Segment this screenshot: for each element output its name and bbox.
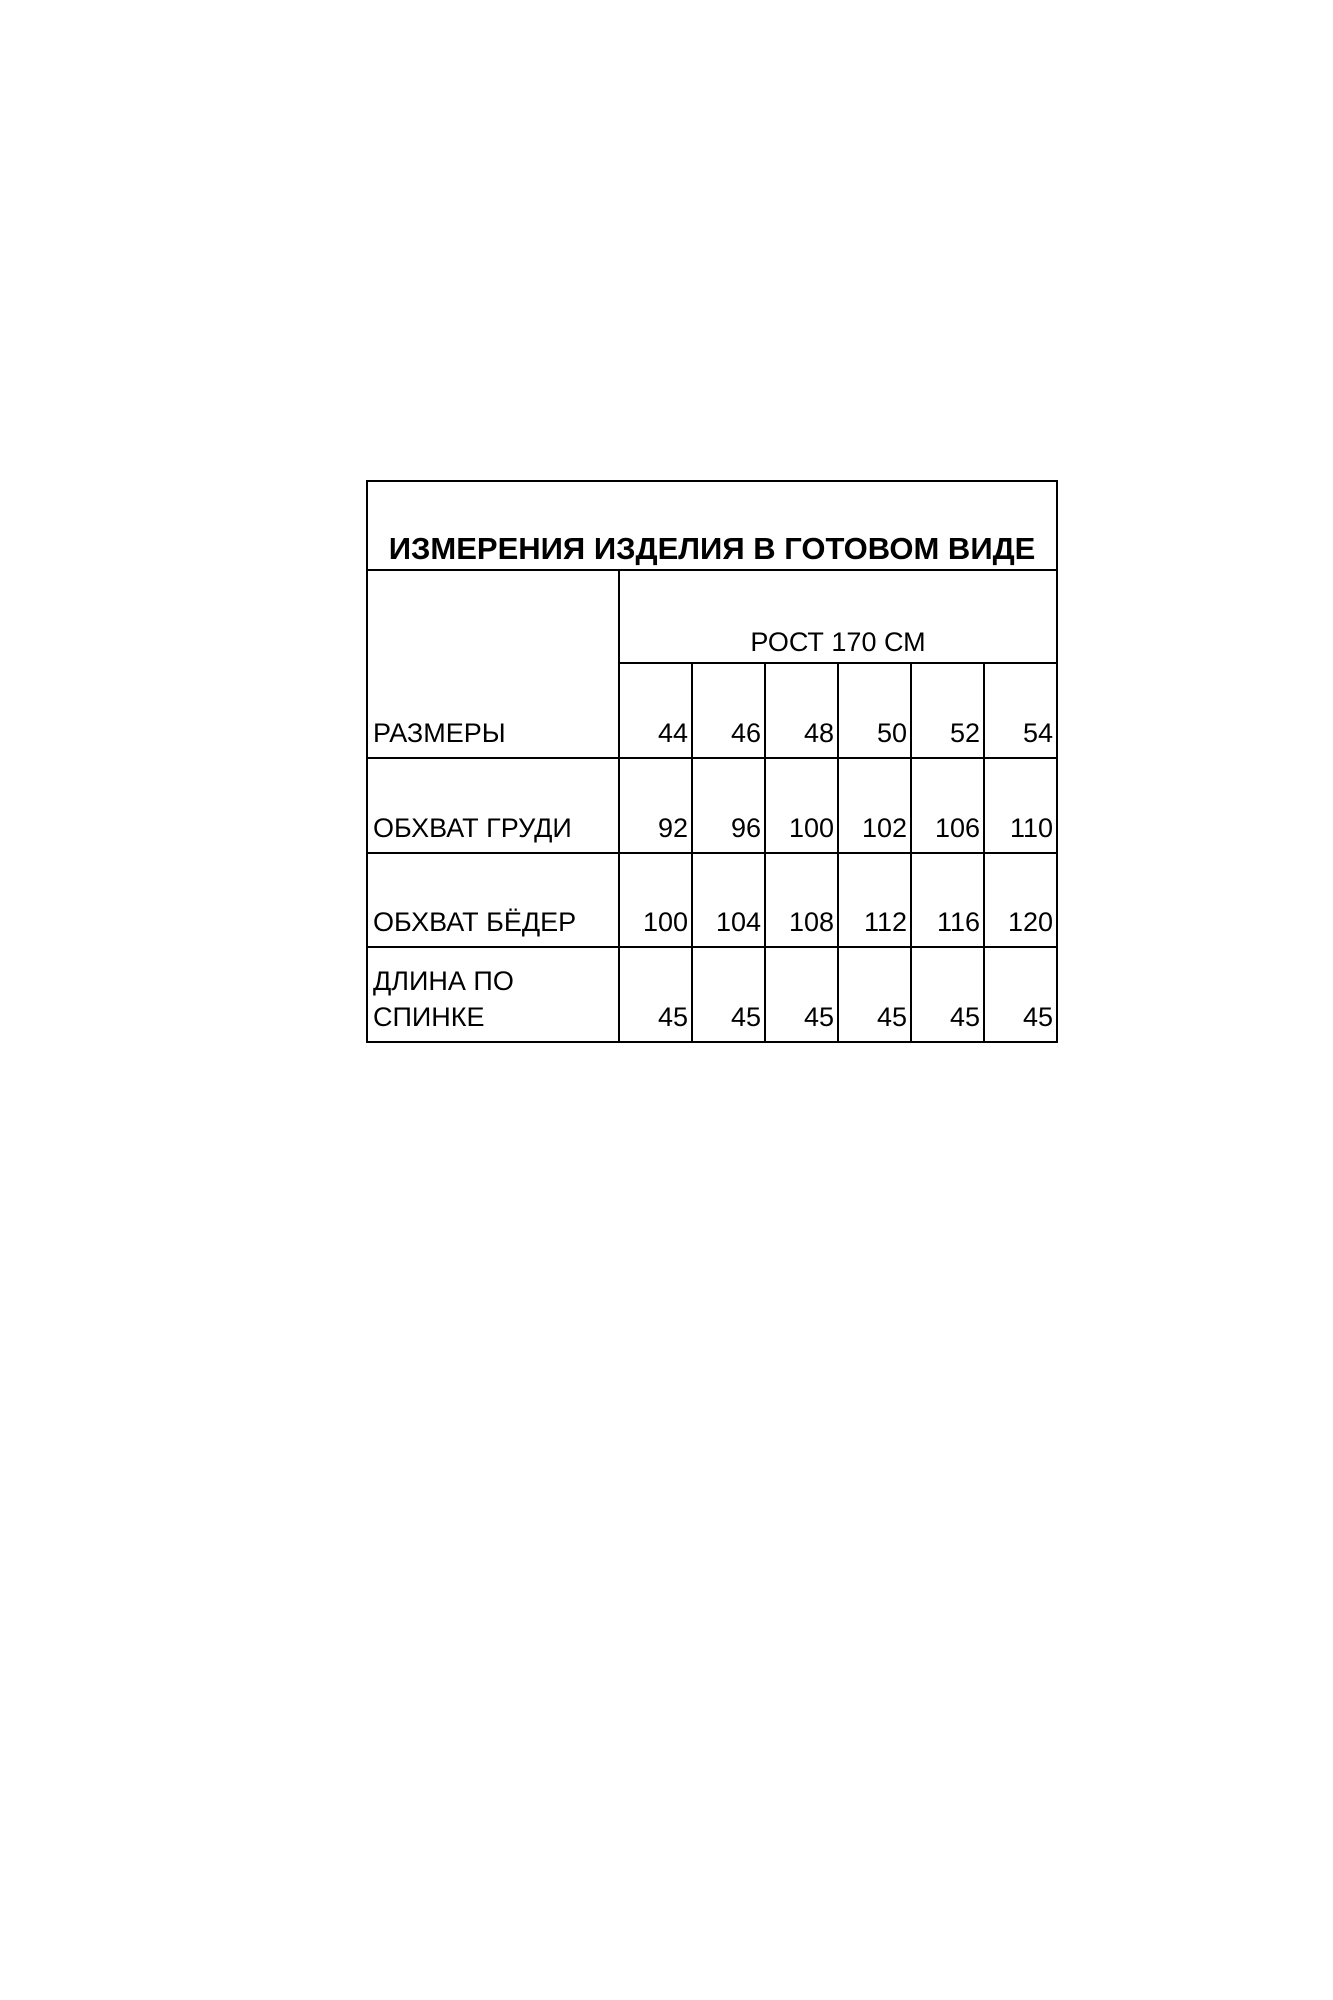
- row-label-hips: ОБХВАТ БЁДЕР: [367, 853, 619, 947]
- chest-value: 92: [619, 758, 692, 853]
- height-row: [367, 570, 1057, 663]
- size-value: 54: [984, 663, 1057, 758]
- hips-value: 104: [692, 853, 765, 947]
- chest-value: 102: [838, 758, 911, 853]
- row-label-back-length: ДЛИНА ПО СПИНКЕ: [367, 947, 619, 1042]
- table-title: ИЗМЕРЕНИЯ ИЗДЕЛИЯ В ГОТОВОМ ВИДЕ: [367, 481, 1057, 570]
- chest-value: 110: [984, 758, 1057, 853]
- chest-value: 96: [692, 758, 765, 853]
- size-chart-table: [366, 480, 1058, 1043]
- hips-value: 108: [765, 853, 838, 947]
- title-row: [367, 481, 1057, 570]
- table-row: [367, 853, 1057, 947]
- back-length-value: 45: [765, 947, 838, 1042]
- hips-value: 112: [838, 853, 911, 947]
- hips-value: 100: [619, 853, 692, 947]
- hips-value: 120: [984, 853, 1057, 947]
- size-value: 46: [692, 663, 765, 758]
- size-value: 50: [838, 663, 911, 758]
- height-label: РОСТ 170 СМ: [619, 570, 1057, 663]
- table-row: [367, 947, 1057, 1042]
- back-length-value: 45: [838, 947, 911, 1042]
- size-value: 44: [619, 663, 692, 758]
- back-length-value: 45: [692, 947, 765, 1042]
- size-value: 52: [911, 663, 984, 758]
- back-length-value: 45: [984, 947, 1057, 1042]
- row-label-chest: ОБХВАТ ГРУДИ: [367, 758, 619, 853]
- table-row: [367, 758, 1057, 853]
- back-length-value: 45: [911, 947, 984, 1042]
- size-value: 48: [765, 663, 838, 758]
- back-length-value: 45: [619, 947, 692, 1042]
- chest-value: 106: [911, 758, 984, 853]
- chest-value: 100: [765, 758, 838, 853]
- row-label-sizes: РАЗМЕРЫ: [367, 570, 619, 758]
- hips-value: 116: [911, 853, 984, 947]
